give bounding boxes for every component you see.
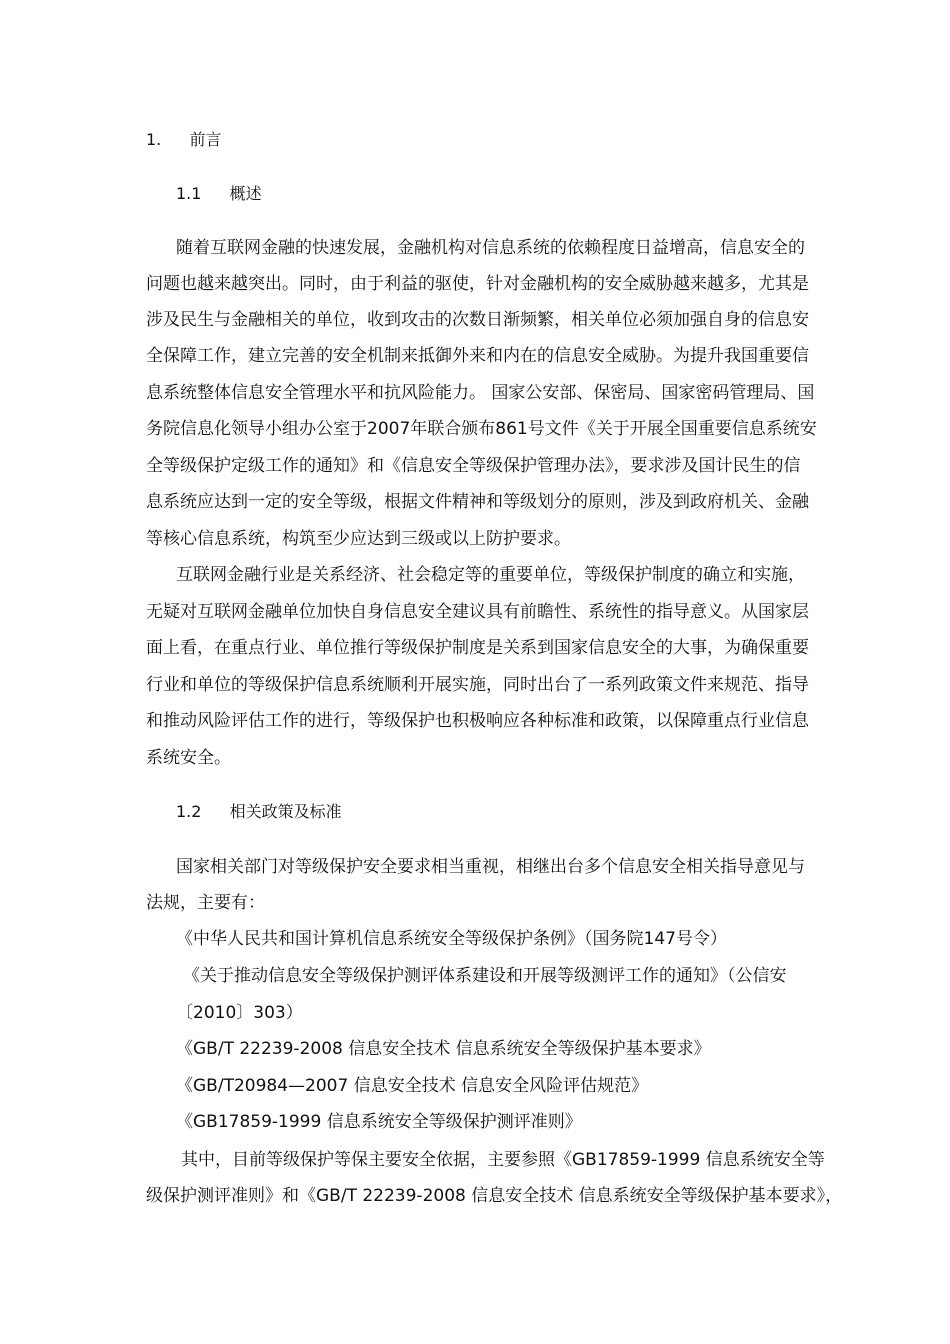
- heading-1-2-title: 相关政策及标准: [229, 802, 342, 821]
- paragraph-line: 互联网金融行业是关系经济、社会稳定等的重要单位，等级保护制度的确立和实施，: [176, 565, 805, 585]
- paragraph-line: 息系统整体信息安全管理水平和抗风险能力。 国家公安部、保密局、国家密码管理局、国: [146, 383, 815, 403]
- list-item: 《关于推动信息安全等级保护测评体系建设和开展等级测评工作的通知》（公信安: [183, 966, 787, 986]
- heading-1-number: 1.: [146, 130, 162, 149]
- list-item: 《GB/T 22239-2008 信息安全技术 信息系统安全等级保护基本要求》: [176, 1039, 711, 1059]
- list-item: 《中华人民共和国计算机信息系统安全等级保护条例》（国务院147号令）: [176, 929, 727, 949]
- paragraph-line: 和推动风险评估工作的进行，等级保护也积极响应各种标准和政策，以保障重点行业信息: [146, 711, 809, 731]
- paragraph-line: 务院信息化领导小组办公室于2007年联合颁布861号文件《关于开展全国重要信息系统安: [146, 419, 817, 439]
- list-item: 《GB/T20984—2007 信息安全技术 信息安全风险评估规范》: [176, 1076, 649, 1096]
- list-item: 《GB17859-1999 信息系统安全等级保护测评准则》: [176, 1112, 582, 1132]
- paragraph-line: 息系统应达到一定的安全等级，根据文件精神和等级划分的原则，涉及到政府机关、金融: [146, 492, 809, 512]
- paragraph-line: 全保障工作，建立完善的安全机制来抵御外来和内在的信息安全威胁。为提升我国重要信: [146, 346, 809, 366]
- paragraph-line: 系统安全。: [146, 748, 231, 768]
- paragraph-line: 等核心信息系统，构筑至少应达到三级或以上防护要求。: [146, 529, 571, 549]
- heading-1-1-number: 1.1: [176, 184, 202, 203]
- paragraph-line: 问题也越来越突出。同时，由于利益的驱使，针对金融机构的安全威胁越来越多，尤其是: [146, 274, 809, 294]
- heading-1-title: 前言: [189, 130, 222, 149]
- paragraph-line: 无疑对互联网金融单位加快自身信息安全建议具有前瞻性、系统性的指导意义。从国家层: [146, 602, 809, 622]
- paragraph-line: 法规，主要有：: [146, 893, 265, 913]
- paragraph-line: 随着互联网金融的快速发展，金融机构对信息系统的依赖程度日益增高，信息安全的: [176, 238, 805, 258]
- list-item: 〔2010〕303）: [176, 1003, 303, 1023]
- paragraph-line: 涉及民生与金融相关的单位，收到攻击的次数日渐频繁，相关单位必须加强自身的信息安: [146, 310, 809, 330]
- heading-1-2: [176, 800, 342, 824]
- paragraph-line: 行业和单位的等级保护信息系统顺利开展实施，同时出台了一系列政策文件来规范、指导: [146, 675, 809, 695]
- heading-1-1-title: 概述: [229, 184, 262, 203]
- paragraph-line: 级保护测评准则》和《GB/T 22239-2008 信息安全技术 信息系统安全等级保护基本要求》，: [146, 1186, 843, 1206]
- heading-1-2-number: 1.2: [176, 802, 202, 821]
- heading-1: [146, 128, 221, 152]
- paragraph-line: 全等级保护定级工作的通知》和《信息安全等级保护管理办法》，要求涉及国计民生的信: [146, 456, 801, 476]
- paragraph-line: 面上看，在重点行业、单位推行等级保护制度是关系到国家信息安全的大事，为确保重要: [146, 638, 809, 658]
- paragraph-line: 国家相关部门对等级保护安全要求相当重视，相继出台多个信息安全相关指导意见与: [176, 857, 805, 877]
- heading-1-1: [176, 182, 262, 206]
- paragraph-line: 其中，目前等级保护等保主要安全依据，主要参照《GB17859-1999 信息系统安全等: [181, 1150, 825, 1170]
